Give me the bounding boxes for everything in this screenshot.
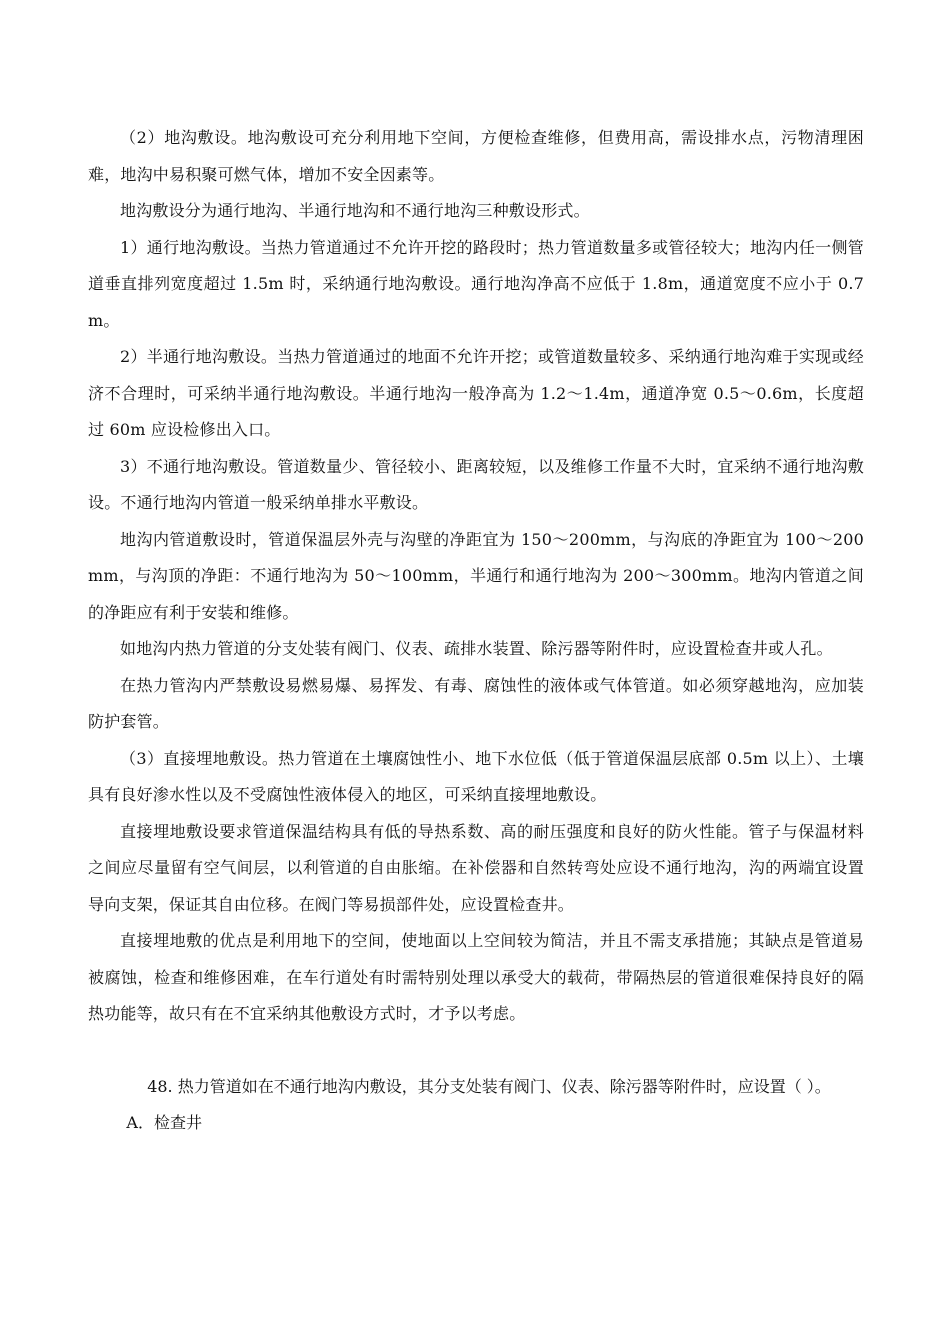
paragraph-accessible-trench: 1）通行地沟敷设。当热力管道通过不允许开挖的路段时；热力管道数量多或管径较大；地沟内任一侧管道垂直排列宽度超过 1.5m 时，采纳通行地沟敷设。通行地沟净高不应低于 1.8m，通道宽度不应小于 0.7m。 <box>88 237 864 330</box>
paragraph-inspection-well: 如地沟内热力管道的分支处装有阀门、仪表、疏排水装置、除污器等附件时，应设置检查井或人孔。 <box>120 639 833 658</box>
question-option-a: A．检查井 <box>126 1113 202 1132</box>
paragraph-semi-accessible-trench: 2）半通行地沟敷设。当热力管道通过的地面不允许开挖；或管道数量较多、采纳通行地沟难于实现或经济不合理时，可采纳半通行地沟敷设。半通行地沟一般净高为 1.2～1.4m，通道净宽 0.5～0.6m，长度超过 60m 应设检修出入口。 <box>88 347 864 439</box>
paragraph-trench-laying: （2）地沟敷设。地沟敷设可充分利用地下空间，方便检查维修，但费用高，需设排水点，污物清理困难，地沟中易积聚可燃气体，增加不安全因素等。 <box>88 128 864 184</box>
paragraph-burial-requirements: 直接埋地敷设要求管道保温结构具有低的导热系数、高的耐压强度和良好的防火性能。管子与保温材料之间应尽量留有空气间层，以利管道的自由胀缩。在补偿器和自然转弯处应设不通行地沟，沟的两端宜设置导向支架，保证其自由位移。在阀门等易损部件处，应设置检查井。 <box>88 821 864 914</box>
question-48: 48. 热力管道如在不通行地沟内敷设，其分支处装有阀门、仪表、除污器等附件时，应设置（ ）。 <box>147 1076 831 1096</box>
paragraph-burial-pros-cons: 直接埋地敷的优点是利用地下的空间，使地面以上空间较为简洁，并且不需支承措施；其缺点是管道易被腐蚀，检查和维修困难，在车行道处有时需特别处理以承受大的载荷，带隔热层的管道很难保持良好的隔热功能等，故只有在不宜采纳其他敷设方式时，才予以考虑。 <box>88 931 864 1023</box>
paragraph-non-accessible-trench: 3）不通行地沟敷设。管道数量少、管径较小、距离较短，以及维修工作量不大时，宜采纳不通行地沟敷设。不通行地沟内管道一般采纳单排水平敷设。 <box>88 456 864 512</box>
paragraph-trench-types: 地沟敷设分为通行地沟、半通行地沟和不通行地沟三种敷设形式。 <box>120 201 590 220</box>
paragraph-prohibited-pipes: 在热力管沟内严禁敷设易燃易爆、易挥发、有毒、腐蚀性的液体或气体管道。如必须穿越地沟，应加装防护套管。 <box>88 675 864 731</box>
paragraph-clearances: 地沟内管道敷设时，管道保温层外壳与沟壁的净距宜为 150～200mm，与沟底的净距宜为 100～200mm，与沟顶的净距：不通行地沟为 50～100mm，半通行和通行地沟为 200～300mm。地沟内管道之间的净距应有利于安装和维修。 <box>88 529 864 622</box>
document-page <box>88 120 864 1142</box>
paragraph-direct-burial: （3）直接埋地敷设。热力管道在土壤腐蚀性小、地下水位低（低于管道保温层底部 0.5m 以上）、土壤具有良好渗水性以及不受腐蚀性液体侵入的地区，可采纳直接埋地敷设。 <box>88 748 864 804</box>
